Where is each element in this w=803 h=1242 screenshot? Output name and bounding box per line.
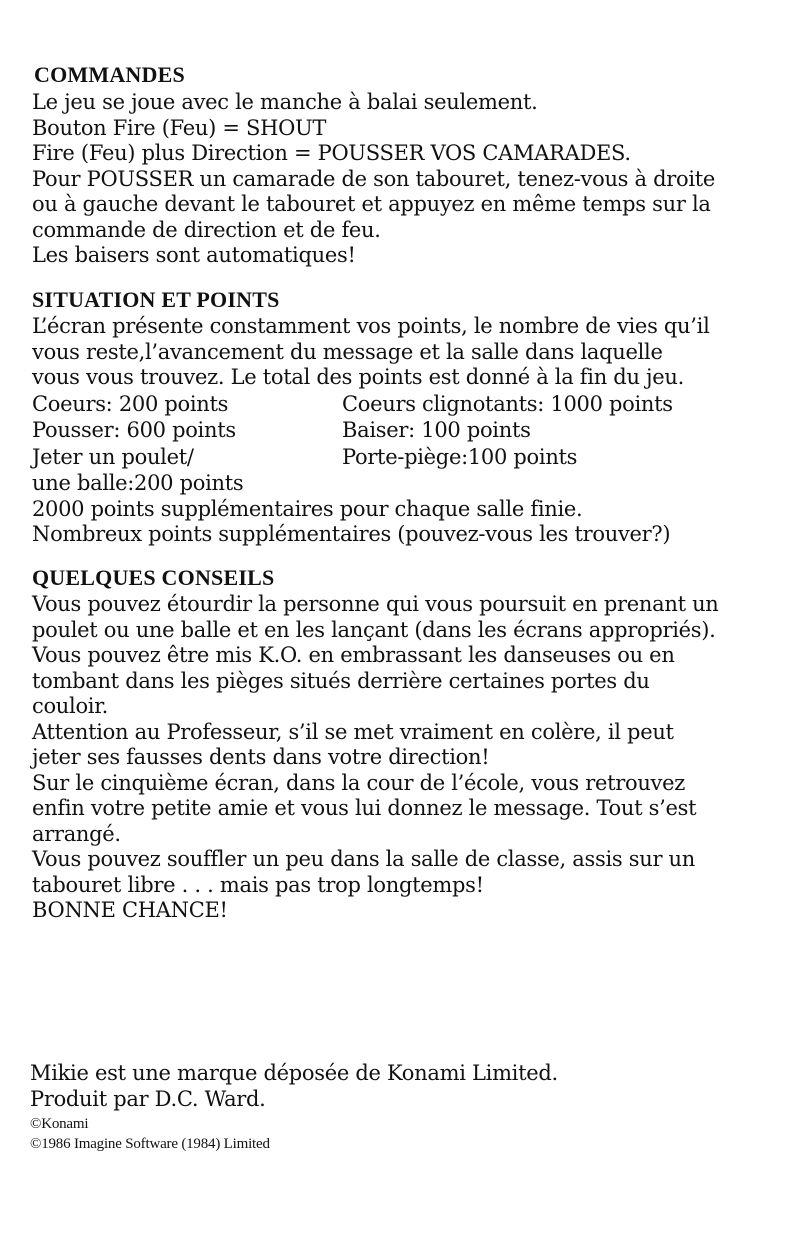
situation-line: vous vous trouvez. Le total des points est donné à la fin du jeu. — [32, 365, 684, 389]
heading-situation: SITUATION ET POINTS — [32, 287, 280, 312]
situation-line: L’écran présente constamment vos points, le nombre de vies qu’il — [32, 314, 710, 338]
conseils-line: Attention au Professeur, s’il se met vraiment en colère, il peut — [32, 719, 674, 744]
conseils-line: arrangé. — [32, 821, 121, 846]
conseils-line: couloir. — [32, 694, 109, 718]
conseils-line: tabouret libre . . . mais pas trop longtemps! — [32, 872, 484, 897]
section-situation — [32, 287, 792, 548]
points-item: Pousser: 600 points — [32, 418, 236, 442]
situation-footer-line: Nombreux points supplémentaires (pouvez-vous les trouver?) — [32, 522, 671, 546]
conseils-line: poulet ou une balle et en les lançant (dans les écrans appropriés). — [32, 617, 716, 642]
commandes-line: Les baisers sont automatiques! — [32, 243, 356, 267]
points-item: Coeurs clignotants: 1000 points — [342, 391, 673, 416]
conseils-line: BONNE CHANCE! — [32, 898, 228, 922]
conseils-line: jeter ses fausses dents dans votre direction! — [32, 745, 490, 769]
points-item: Baiser: 100 points — [342, 418, 531, 442]
conseils-line: Vous pouvez être mis K.O. en embrassant les danseuses ou en — [32, 643, 675, 667]
heading-commandes: COMMANDES — [34, 62, 185, 87]
commandes-line: ou à gauche devant le tabouret et appuyez en même temps sur la — [32, 192, 711, 216]
points-item: une balle:200 points — [32, 471, 244, 495]
commandes-line: Pour POUSSER un camarade de son tabouret, tenez-vous à droite — [32, 166, 716, 191]
points-item — [342, 470, 782, 497]
points-item: Porte-piège:100 points — [342, 444, 578, 469]
commandes-line: Le jeu se joue avec le manche à balai seulement. — [32, 90, 538, 114]
commandes-line: Fire (Feu) plus Direction = POUSSER VOS CAMARADES. — [32, 141, 631, 165]
heading-conseils: QUELQUES CONSEILS — [32, 565, 275, 590]
trademark-notice: Mikie est une marque déposée de Konami Limited. — [30, 1061, 558, 1085]
conseils-line: enfin votre petite amie et vous lui donnez le message. Tout s’est — [32, 796, 697, 820]
points-table — [32, 391, 792, 497]
section-conseils — [32, 565, 792, 924]
producer-credit: Produit par D.C. Ward. — [30, 1087, 266, 1111]
situation-footer-line: 2000 points supplémentaires pour chaque salle finie. — [32, 496, 583, 521]
commandes-line: commande de direction et de feu. — [32, 217, 381, 242]
credits — [30, 1060, 790, 1154]
situation-line: vous reste,l’avancement du message et la salle dans laquelle — [32, 339, 663, 364]
conseils-line: Vous pouvez étourdir la personne qui vous poursuit en prenant un — [32, 592, 719, 616]
copyright-konami: ©Konami — [30, 1116, 89, 1132]
section-commandes — [32, 62, 792, 269]
conseils-line: Sur le cinquième écran, dans la cour de l’école, vous retrouvez — [32, 770, 686, 795]
copyright-imagine: ©1986 Imagine Software (1984) Limited — [30, 1136, 270, 1152]
conseils-line: Vous pouvez souffler un peu dans la salle de classe, assis sur un — [32, 847, 696, 871]
commandes-line: Bouton Fire (Feu) = SHOUT — [32, 115, 327, 140]
points-item: Coeurs: 200 points — [32, 391, 229, 416]
points-item: Jeter un poulet/ — [32, 444, 194, 469]
conseils-line: tombant dans les pièges situés derrière certaines portes du — [32, 668, 650, 693]
